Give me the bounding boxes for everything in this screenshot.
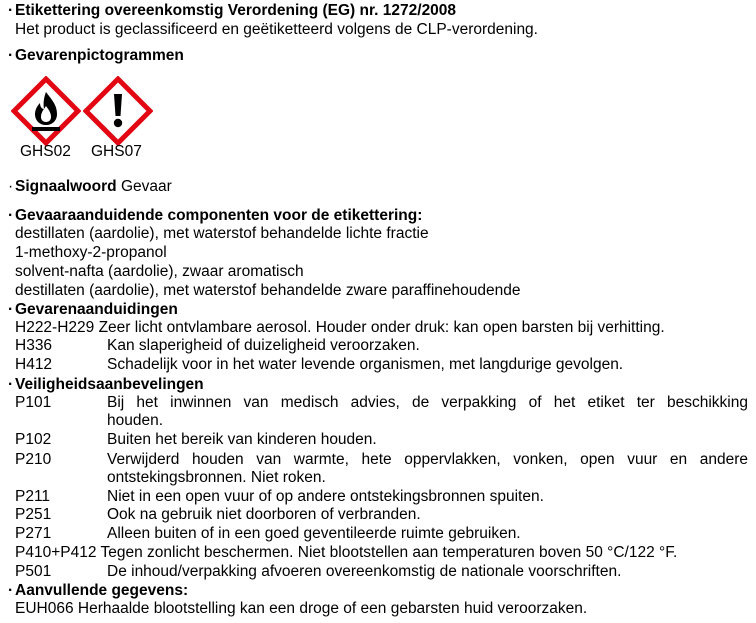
precaution-text: De inhoud/verpakking afvoeren overeenkomstig de nationale voorschriften. [107, 563, 622, 580]
precautions-heading-text: Veiligheidsaanbevelingen [15, 376, 204, 393]
section-heading-label [8, 2, 456, 20]
bullet: · [8, 301, 14, 318]
precaution-code: P101 [15, 394, 52, 411]
exclamation-icon [83, 76, 153, 146]
component-item: 1-methoxy-2-propanol [15, 244, 167, 261]
hazard-code: H412 [15, 356, 53, 373]
label-heading-text: Etikettering overeenkomstig Verordening (EG) nr. 1272/2008 [15, 2, 457, 19]
precaution-text-line: houden. [107, 412, 164, 429]
precaution-code: P271 [15, 525, 52, 542]
bullet: · [8, 178, 14, 195]
hazard-text: Kan slaperigheid of duizeligheid veroorzaken. [107, 337, 420, 354]
precaution-text-line: Bij het inwinnen van medisch advies, de verpakking of het etiket ter beschikking [107, 394, 748, 411]
bullet: · [8, 2, 14, 19]
precaution-text: Ook na gebruik niet doorboren of verbranden. [107, 506, 421, 523]
pictogram-code: GHS07 [91, 143, 142, 160]
component-item: destillaten (aardolie), met waterstof behandelde zware paraffinehoudende [15, 282, 521, 299]
bullet: · [8, 47, 14, 64]
section-heading-additional [8, 582, 188, 600]
bullet: · [8, 207, 14, 224]
flame-icon [11, 76, 81, 146]
signal-word-row [8, 178, 172, 196]
section-heading-precautions [8, 376, 204, 394]
precaution-text [107, 451, 748, 487]
component-item: destillaten (aardolie), met waterstof behandelde lichte fractie [15, 225, 429, 242]
precaution-code: P501 [15, 563, 52, 580]
precaution-text: Tegen zonlicht beschermen. Niet blootstellen aan temperaturen boven 50 °C/122 °F. [100, 544, 678, 561]
signal-word-label: Signaalwoord [15, 178, 117, 195]
precaution-code: P210 [15, 451, 52, 468]
section-heading-hazards [8, 301, 178, 319]
precaution-code: P410+P412 [15, 544, 97, 561]
hazards-heading-text: Gevarenaanduidingen [15, 301, 178, 318]
components-heading-text: Gevaaraanduidende componenten voor de etikettering: [15, 207, 423, 224]
hazard-code: H336 [15, 337, 53, 354]
precaution-text [107, 394, 748, 430]
label-subtext: Het product is geclassificeerd en geëtiketteerd volgens de CLP-verordening. [15, 21, 538, 38]
hazard-code: H222-H229 [15, 319, 95, 336]
precaution-text: Niet in een open vuur of op andere ontstekingsbronnen spuiten. [107, 488, 544, 505]
additional-text: EUH066 Herhaalde blootstelling kan een droge of een gebarsten huid veroorzaken. [15, 600, 588, 617]
precaution-code: P251 [15, 506, 52, 523]
component-item: solvent-nafta (aardolie), zwaar aromatisch [15, 263, 304, 280]
signal-word-value: Gevaar [120, 178, 172, 195]
precaution-code: P211 [15, 488, 51, 505]
precaution-code: P102 [15, 431, 52, 448]
precaution-row [15, 544, 677, 562]
hazard-row [15, 319, 665, 337]
precaution-text-line: ontstekingsbronnen. Niet roken. [107, 469, 326, 486]
bullet: · [8, 582, 14, 599]
hazard-text: Zeer licht ontvlambare aerosol. Houder onder druk: kan open barsten bij verhitting. [98, 319, 665, 336]
bullet: · [8, 376, 14, 393]
pictograms-heading-text: Gevarenpictogrammen [15, 47, 184, 64]
precaution-text-line: Verwijderd houden van warmte, hete oppervlakken, vonken, open vuur en andere [107, 451, 748, 468]
pictogram-code: GHS02 [20, 143, 71, 160]
additional-heading-text: Aanvullende gegevens: [15, 582, 189, 599]
precaution-text: Alleen buiten of in een goed geventileerde ruimte gebruiken. [107, 525, 521, 542]
section-heading-pictograms [8, 47, 184, 65]
precaution-text: Buiten het bereik van kinderen houden. [107, 431, 377, 448]
section-heading-components [8, 207, 422, 225]
hazard-text: Schadelijk voor in het water levende organismen, met langdurige gevolgen. [107, 356, 624, 373]
